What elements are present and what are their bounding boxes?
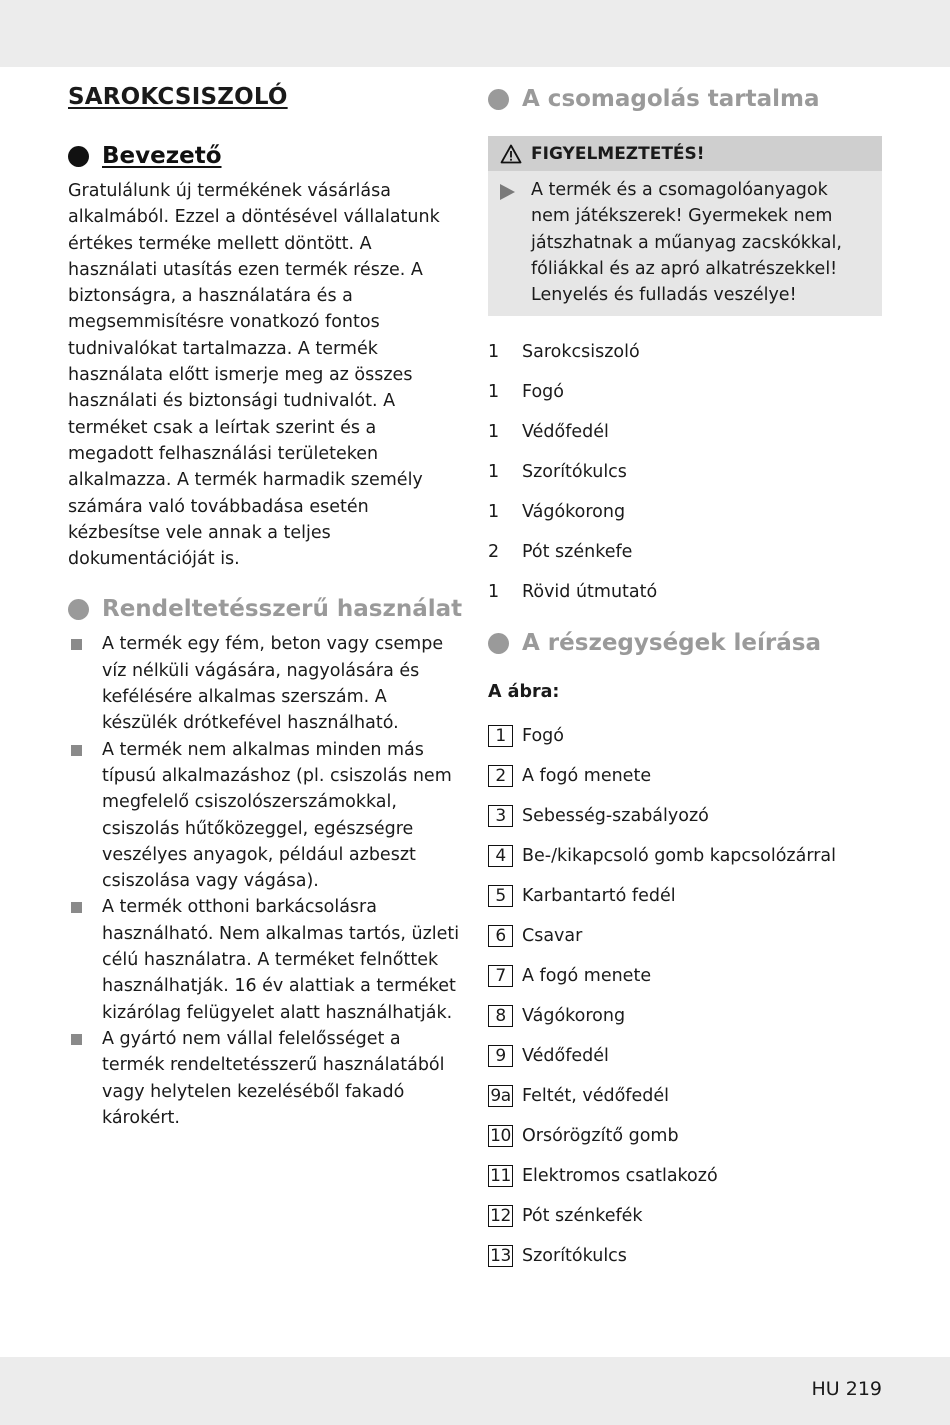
part-number-box: 11 bbox=[488, 1165, 513, 1187]
parts-heading-text: A részegységek leírása bbox=[522, 630, 821, 657]
parts-heading bbox=[488, 630, 882, 656]
list-item: 13 Szorítókulcs bbox=[488, 1236, 882, 1276]
square-bullet-icon bbox=[71, 902, 82, 913]
list-item: 11 Elektromos csatlakozó bbox=[488, 1156, 882, 1196]
list-item: 2 A fogó menete bbox=[488, 756, 882, 796]
list-item: 5 Karbantartó fedél bbox=[488, 876, 882, 916]
warning-text: A termék és a csomagolóanyagok nem játékszerek! Gyermekek nem játszhatnak a műanyag zacskókkal, fóliákkal és az apró alkatrészekkel! Lenyelés és fulladás veszélye! bbox=[531, 180, 842, 306]
bullet-dot-icon bbox=[68, 146, 89, 167]
list-item: 1 Védőfedél bbox=[488, 422, 609, 443]
list-item: 7 A fogó menete bbox=[488, 956, 882, 996]
part-number-box: 12 bbox=[488, 1205, 513, 1227]
list-item: 1 Szorítókulcs bbox=[488, 462, 627, 483]
part-number-box: 13 bbox=[488, 1245, 513, 1267]
list-item: 6 Csavar bbox=[488, 916, 882, 956]
list-item: 1 Fogó bbox=[488, 716, 882, 756]
list-item: 4 Be-/kikapcsoló gomb kapcsolózárral bbox=[488, 836, 882, 876]
left-column bbox=[68, 80, 463, 1131]
bullet-dot-icon bbox=[488, 89, 509, 110]
page-number: HU 219 bbox=[811, 1378, 882, 1400]
bullet-dot-icon bbox=[68, 599, 89, 620]
list-item: A termék egy fém, beton vagy csempe víz nélküli vágására, nagyolására és kefélésére alkalmas szerszám. A készülék drótkefével használható. bbox=[68, 631, 463, 736]
bullet-dot-icon bbox=[488, 633, 509, 654]
warning-header bbox=[488, 136, 882, 171]
part-number-box: 10 bbox=[488, 1125, 513, 1147]
part-number-box: 2 bbox=[488, 765, 513, 787]
square-bullet-icon bbox=[71, 639, 82, 650]
part-number-box: 8 bbox=[488, 1005, 513, 1027]
list-item: 3 Sebesség-szabályozó bbox=[488, 796, 882, 836]
part-number-box: 1 bbox=[488, 725, 513, 747]
list-item: 9 Védőfedél bbox=[488, 1036, 882, 1076]
warning-triangle-icon bbox=[500, 144, 522, 164]
package-list bbox=[488, 332, 882, 612]
intended-use-list bbox=[68, 631, 463, 1131]
intro-heading bbox=[68, 143, 463, 169]
list-item: 2 Pót szénkefe bbox=[488, 542, 633, 563]
part-number-box: 6 bbox=[488, 925, 513, 947]
intro-heading-text: Bevezető bbox=[102, 143, 222, 169]
list-item: 1 Sarokcsiszoló bbox=[488, 342, 640, 363]
intended-use-heading-text: Rendeltetésszerű használat bbox=[102, 596, 463, 623]
document-title: SAROKCSISZOLÓ bbox=[68, 84, 288, 110]
part-number-box: 4 bbox=[488, 845, 513, 867]
top-band bbox=[0, 0, 950, 67]
intended-use-heading bbox=[68, 596, 463, 622]
package-heading-text: A csomagolás tartalma bbox=[522, 86, 820, 112]
part-number-box: 7 bbox=[488, 965, 513, 987]
package-heading bbox=[488, 86, 882, 112]
play-arrow-icon bbox=[500, 184, 515, 200]
list-item: 12 Pót szénkefék bbox=[488, 1196, 882, 1236]
part-number-box: 9a bbox=[488, 1085, 513, 1107]
bottom-band bbox=[0, 1357, 950, 1425]
list-item: A termék otthoni barkácsolásra használható. Nem alkalmas tartós, üzleti célú használatra. A terméket felnőttek használhatják. 16 év alattiak a terméket kizárólag felügyelet alatt használhatják. bbox=[68, 894, 463, 1025]
parts-list bbox=[488, 716, 882, 1276]
warning-title: FIGYELMEZTETÉS! bbox=[531, 143, 705, 164]
list-item: 8 Vágókorong bbox=[488, 996, 882, 1036]
figure-label: A ábra: bbox=[488, 682, 560, 703]
part-number-box: 3 bbox=[488, 805, 513, 827]
square-bullet-icon bbox=[71, 745, 82, 756]
list-item: 1 Rövid útmutató bbox=[488, 582, 658, 603]
square-bullet-icon bbox=[71, 1034, 82, 1045]
list-item: 9a Feltét, védőfedél bbox=[488, 1076, 882, 1116]
right-column bbox=[488, 80, 882, 1276]
warning-box bbox=[488, 136, 882, 316]
list-item: 10 Orsórögzítő gomb bbox=[488, 1116, 882, 1156]
part-number-box: 5 bbox=[488, 885, 513, 907]
list-item: 1 Vágókorong bbox=[488, 502, 626, 523]
list-item: 1 Fogó bbox=[488, 382, 564, 403]
intro-text: Gratulálunk új termékének vásárlása alkalmából. Ezzel a döntésével vállalatunk értékes terméke mellett döntött. A használati utasítás ezen termék része. A biztonságra, a használatára és a megsemmisítésre vonatkozó fontos tudnivalókat tartalmazza. A termék használata előtt ismerje meg az összes használati és biztonsági tudnivalót. A terméket csak a leírtak szerint és a megadott felhasználási területeken alkalmazza. A termék harmadik személy számára való továbbadása esetén kézbesítse vele annak a teljes dokumentációját is. bbox=[68, 181, 440, 570]
part-number-box: 9 bbox=[488, 1045, 513, 1067]
warning-body bbox=[488, 171, 882, 316]
list-item: A termék nem alkalmas minden más típusú alkalmazáshoz (pl. csiszolás nem megfelelő csiszolószerszámokkal, csiszolás hűtőközeggel, egészségre veszélyes anyagok, például azbeszt csiszolása vagy vágása). bbox=[68, 737, 463, 895]
list-item: A gyártó nem vállal felelősséget a termék rendeltetésszerű használatából vagy helytelen kezeléséből fakadó károkért. bbox=[68, 1026, 463, 1131]
